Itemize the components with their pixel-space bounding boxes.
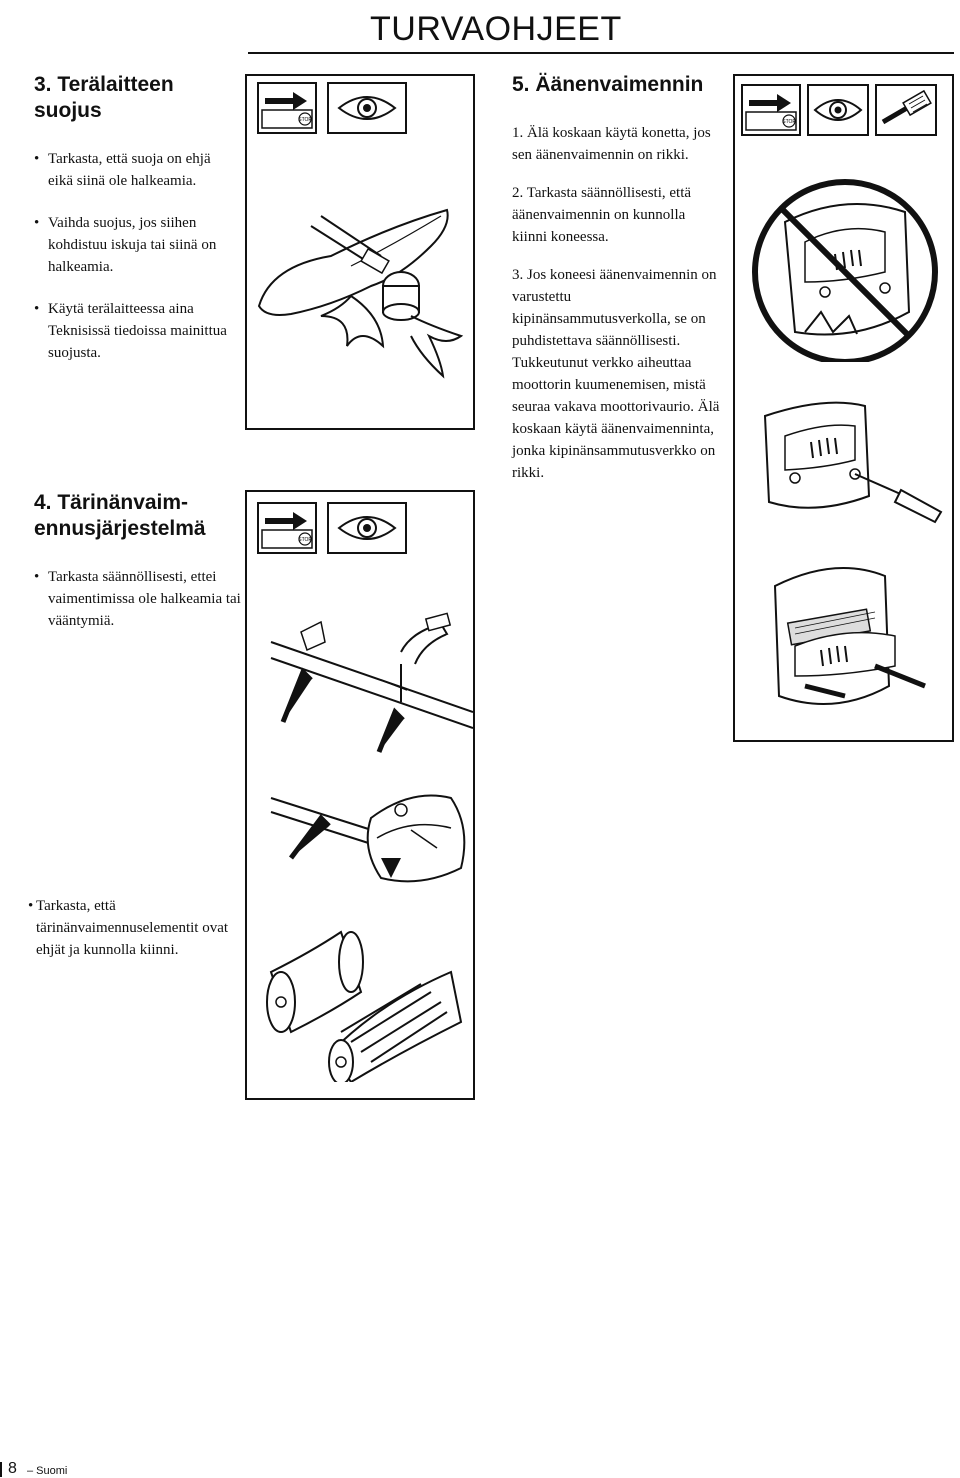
section-5-steps: [512, 122, 724, 500]
blade-guard-drawing: [251, 186, 473, 416]
list-item: • Tarkasta, että tärinänvaimennuselementit ovat ehjät ja kunnolla kiinni.: [28, 898, 229, 958]
stop-arrow-icon: [741, 84, 801, 136]
section-3-bullets: [34, 148, 239, 384]
section-3-title: 3. Terälaitteen suojus: [34, 73, 174, 122]
page-title: TURVAOHJEET: [370, 10, 622, 48]
brush-icon: [875, 84, 937, 136]
section-4-title-line1: 4. Tärinänvaim-: [34, 491, 189, 514]
section-4-bullets: [34, 566, 244, 652]
eye-icon: [327, 502, 407, 554]
svg-text:STOP: STOP: [298, 117, 312, 123]
section-4-bullet-bottom: [28, 895, 233, 981]
list-item: 2. Tarkasta säännöllisesti, että äänenvaimennin on kunnolla kiinni koneessa.: [512, 185, 692, 245]
page-number: 8: [8, 1460, 17, 1477]
stop-arrow-icon: [257, 502, 317, 554]
list-item: • Vaihda suojus, jos siihen kohdistuu iskuja tai siinä on halkeamia.: [34, 215, 217, 275]
section-5: [512, 72, 732, 98]
list-item: • Käytä terälaitteessa aina Teknisissä tiedoissa mainittua suojusta.: [34, 301, 227, 361]
eye-icon: [807, 84, 869, 136]
vibration-system-figure: [245, 490, 475, 1100]
footer-language: – Suomi: [27, 1465, 68, 1477]
header-rule: [248, 52, 954, 54]
list-item: • Tarkasta, että suoja on ehjä eikä siinä ole halkeamia.: [34, 151, 211, 189]
section-4: [34, 490, 244, 542]
blade-guard-figure: [245, 74, 475, 430]
vibration-dampers-drawing: [251, 912, 473, 1082]
footer-bar: [0, 1462, 2, 1477]
engine-drawing: [251, 778, 473, 898]
svg-text:STOP: STOP: [298, 537, 312, 543]
section-5-title: 5. Äänenvaimennin: [512, 73, 704, 96]
broken-muffler-prohibited-drawing: [745, 172, 945, 362]
svg-text:STOP: STOP: [782, 119, 796, 125]
list-item: 1. Älä koskaan käytä konetta, jos sen äänenvaimennin on rikki.: [512, 125, 711, 163]
muffler-figure: [733, 74, 954, 742]
spark-arrestor-screen-drawing: [745, 546, 945, 726]
eye-icon: [327, 82, 407, 134]
section-4-title-line2: ennusjärjestelmä: [34, 517, 206, 540]
section-3: [34, 72, 234, 124]
stop-arrow-icon: [257, 82, 317, 134]
muffler-screwdriver-drawing: [745, 386, 945, 526]
list-item: • Tarkasta säännöllisesti, ettei vaimentimissa ole halkeamia tai vääntymiä.: [34, 569, 241, 629]
list-item: 3. Jos koneesi äänenvaimennin on varustettu kipinänsammutusverkolla, se on puhdistettava säännöllisesti. Tukkeutunut verkko aiheuttaa moottorin kuumenemisen, mistä seuraa vakava moottorivaurio. Älä koskaan käytä äänenvaimenninta, jonka kipinänsammutusverkko on rikki.: [512, 267, 720, 481]
shaft-handle-drawing: [251, 602, 473, 762]
